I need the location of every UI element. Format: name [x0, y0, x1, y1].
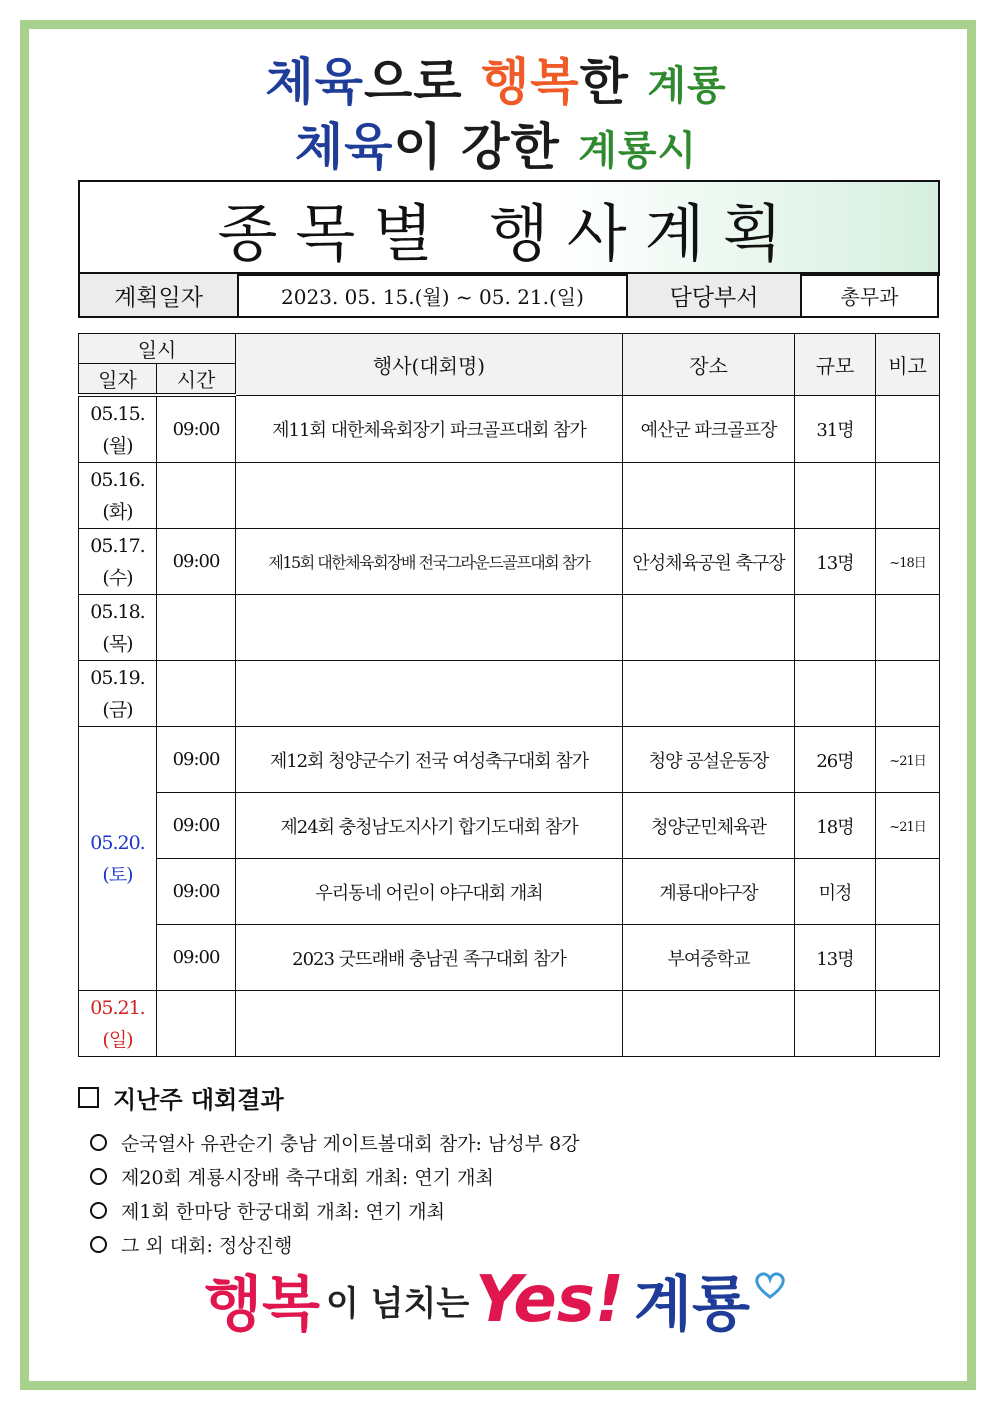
row-date-saturday: 05.20. (토): [79, 727, 157, 991]
plan-date-value: 2023. 05. 15.(월) ~ 05. 21.(일): [238, 273, 627, 317]
row-date-sunday: 05.21. (일): [79, 991, 157, 1057]
row-place: 예산군 파크골프장: [623, 395, 795, 463]
row-note: [876, 859, 940, 925]
row-place: 부여중학교: [623, 925, 795, 991]
row-time: 09:00: [157, 529, 236, 595]
list-item: 제1회 한마당 한궁대회 개최: 연기 개최: [78, 1193, 938, 1227]
row-scale: 26명: [795, 727, 876, 793]
plan-info-table: [78, 272, 939, 318]
row-time: 09:00: [157, 859, 236, 925]
header-date: 일자: [79, 364, 157, 396]
circle-bullet-icon: [90, 1202, 107, 1219]
row-time: [157, 661, 236, 727]
square-bullet-icon: [78, 1087, 99, 1108]
row-note: ~21日: [876, 793, 940, 859]
row-place: [623, 661, 795, 727]
table-row: [79, 925, 940, 991]
row-note: ~21日: [876, 727, 940, 793]
footer-slogan-logo: 행복 이 넘치는 Yes! 계룡: [0, 1250, 992, 1350]
row-note: [876, 661, 940, 727]
row-event: 제11회 대한체육회장기 파크골프대회 참가: [236, 395, 623, 463]
row-place: [623, 991, 795, 1057]
row-scale: [795, 595, 876, 661]
row-scale: 13명: [795, 925, 876, 991]
row-event: 제24회 충청남도지사기 합기도대회 참가: [236, 793, 623, 859]
row-time: [157, 463, 236, 529]
header-datetime: 일시: [79, 334, 236, 364]
row-event: [236, 991, 623, 1057]
row-time: 09:00: [157, 793, 236, 859]
header-time: 시간: [157, 364, 236, 396]
dept-label: 담당부서: [627, 273, 801, 317]
document-title: 종목별 행사계획: [78, 180, 940, 276]
header-scale: 규모: [795, 334, 876, 396]
row-event: 2023 굿뜨래배 충남권 족구대회 참가: [236, 925, 623, 991]
schedule-table: [78, 333, 940, 1057]
row-date: 05.16. (화): [79, 463, 157, 529]
row-time: [157, 595, 236, 661]
row-event: 우리동네 어린이 야구대회 개최: [236, 859, 623, 925]
table-row: [79, 463, 940, 529]
last-week-results: [78, 1080, 938, 1261]
row-event: [236, 463, 623, 529]
table-row: [79, 793, 940, 859]
list-item: 제20회 계룡시장배 축구대회 개최: 연기 개최: [78, 1159, 938, 1193]
row-scale: 18명: [795, 793, 876, 859]
row-place: [623, 463, 795, 529]
row-note: [876, 925, 940, 991]
results-heading: 지난주 대회결과: [78, 1080, 938, 1115]
row-place: [623, 595, 795, 661]
row-event: 제15회 대한체육회장배 전국그라운드골프대회 참가: [236, 529, 623, 595]
table-row: [79, 529, 940, 595]
row-note: [876, 595, 940, 661]
header-place: 장소: [623, 334, 795, 396]
circle-bullet-icon: [90, 1134, 107, 1151]
row-note: ~18日: [876, 529, 940, 595]
row-scale: 31명: [795, 395, 876, 463]
row-place: 안성체육공원 축구장: [623, 529, 795, 595]
row-note: [876, 463, 940, 529]
row-date: 05.19. (금): [79, 661, 157, 727]
table-row: [79, 991, 940, 1057]
list-item: 순국열사 유관순기 충남 게이트볼대회 참가: 남성부 8강: [78, 1125, 938, 1159]
row-time: 09:00: [157, 925, 236, 991]
row-note: [876, 395, 940, 463]
slogan-line-2: 체육이 강한 계룡시: [294, 118, 698, 176]
table-row: [79, 661, 940, 727]
row-scale: [795, 991, 876, 1057]
circle-bullet-icon: [90, 1168, 107, 1185]
row-event: 제12회 청양군수기 전국 여성축구대회 참가: [236, 727, 623, 793]
table-row: [79, 395, 940, 463]
row-place: 청양 공설운동장: [623, 727, 795, 793]
row-date: 05.17. (수): [79, 529, 157, 595]
row-event: [236, 661, 623, 727]
row-place: 계룡대야구장: [623, 859, 795, 925]
dept-value: 총무과: [801, 273, 938, 317]
row-time: 09:00: [157, 395, 236, 463]
table-row: [79, 859, 940, 925]
row-scale: [795, 661, 876, 727]
row-scale: 13명: [795, 529, 876, 595]
row-note: [876, 991, 940, 1057]
heart-icon: [752, 1270, 788, 1300]
list-item: 그 외 대회: 정상진행: [78, 1227, 938, 1261]
row-time: 09:00: [157, 727, 236, 793]
row-place: 청양군민체육관: [623, 793, 795, 859]
table-row: [79, 595, 940, 661]
header-event: 행사(대회명): [236, 334, 623, 396]
row-date: 05.18. (목): [79, 595, 157, 661]
row-scale: [795, 463, 876, 529]
row-event: [236, 595, 623, 661]
table-row: [79, 727, 940, 793]
row-time: [157, 991, 236, 1057]
row-scale: 미정: [795, 859, 876, 925]
row-date: 05.15. (월): [79, 395, 157, 463]
slogan-line-1: 체육으로 행복한 계룡: [265, 53, 727, 111]
header-note: 비고: [876, 334, 940, 396]
plan-date-label: 계획일자: [79, 273, 238, 317]
